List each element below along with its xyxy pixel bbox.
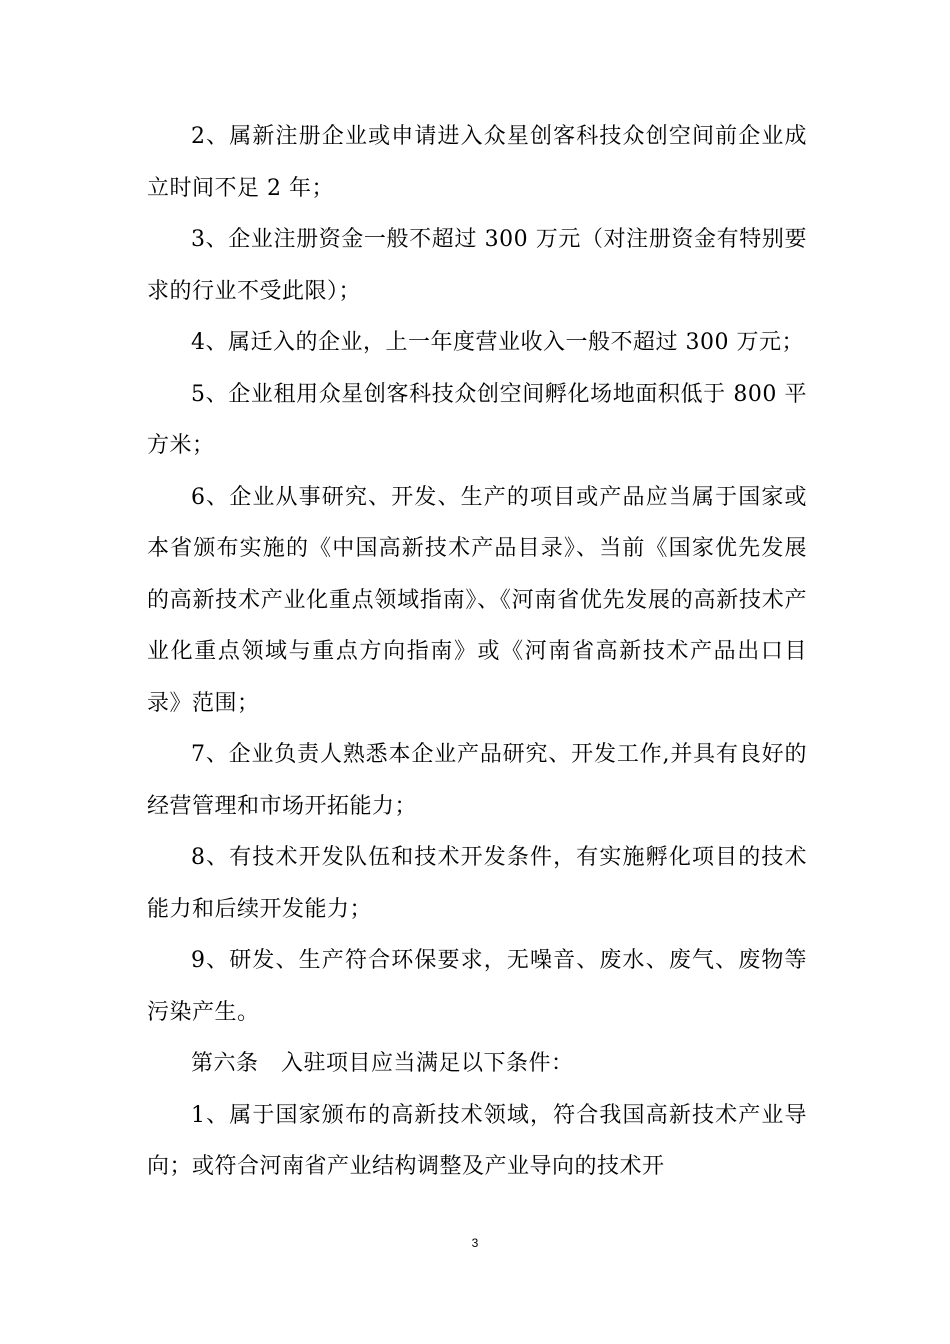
document-body — [147, 111, 807, 1193]
article-heading: 第六条 入驻项目应当满足以下条件： — [191, 1051, 574, 1076]
paragraph-item-3: 3、企业注册资金一般不超过 300 万元（对注册资金有特别要求的行业不受此限）； — [147, 227, 807, 304]
paragraph-item-6: 6、企业从事研究、开发、生产的项目或产品应当属于国家或本省颁布实施的《中国高新技术产品目录》、当前《国家优先发展的高新技术产业化重点领域指南》、《河南省优先发展的高新技术产业化重点领域与重点方向指南》或《河南省高新技术产品出口目录》范围； — [147, 484, 807, 716]
paragraph-item-4: 4、属迁入的企业，上一年度营业收入一般不超过 300 万元； — [191, 330, 804, 355]
paragraph-item-8: 8、有技术开发队伍和技术开发条件，有实施孵化项目的技术能力和后续开发能力； — [147, 845, 807, 922]
paragraph-item-7: 7、企业负责人熟悉本企业产品研究、开发工作,并具有良好的经营管理和市场开拓能力； — [147, 742, 807, 819]
paragraph-item-5: 5、企业租用众星创客科技众创空间孵化场地面积低于 800 平方米； — [147, 381, 807, 458]
paragraph-item-9: 9、研发、生产符合环保要求，无噪音、废水、废气、废物等污染产生。 — [147, 948, 807, 1025]
paragraph-item-1: 1、属于国家颁布的高新技术领域，符合我国高新技术产业导向；或符合河南省产业结构调整及产业导向的技术开 — [147, 1102, 807, 1179]
page-number: 3 — [471, 1236, 479, 1250]
paragraph-item-2: 2、属新注册企业或申请进入众星创客科技众创空间前企业成立时间不足 2 年； — [147, 124, 807, 201]
